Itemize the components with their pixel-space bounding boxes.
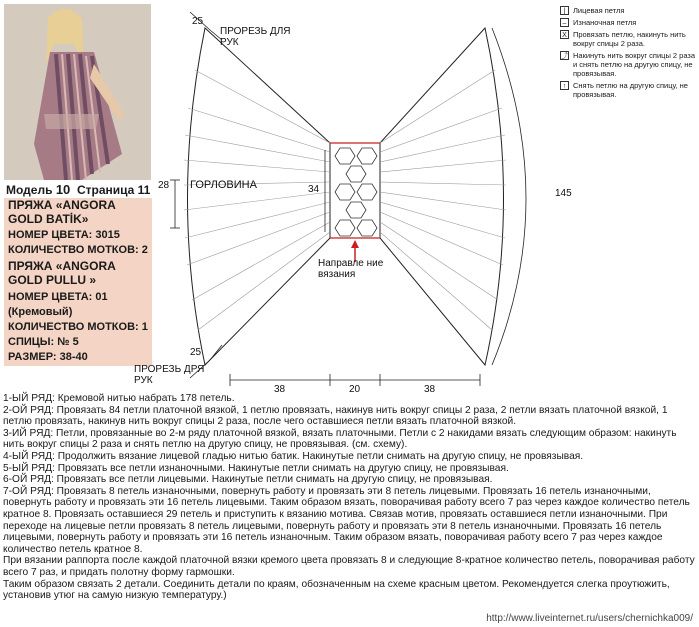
page-number: 11 (137, 183, 151, 197)
schema-left-wing (188, 28, 331, 365)
spec-color2-name: (Кремовый) (8, 306, 73, 318)
spec-color1: НОМЕР ЦВЕТА: 3015 (8, 229, 120, 241)
specs-box (4, 198, 152, 366)
spec-skeins2: КОЛИЧЕСТВО МОТКОВ: 1 (8, 321, 148, 333)
legend-knit: | Лицевая петля (560, 6, 696, 15)
model-photo (4, 4, 151, 180)
spec-yarn2-b: GOLD PULLU » (8, 273, 97, 287)
dim-bottom-2: 20 (349, 384, 361, 395)
neck-label: ГОРЛОВИНА (190, 179, 257, 191)
spec-yarn1-b: GOLD BATİK» (8, 212, 89, 226)
armhole-bottom-label-2: РУК (134, 375, 153, 386)
instruction-row-3: 3-ИЙ РЯД: Петли, провязанные во 2-м ряду платочной вязкой, вязать платочными. Петли с 2 накидами вязать следующим образом: накинуть нить вокруг спицы 2 раза и снять петлю на другую спицу, не провязывая. (см. схему). (3, 427, 677, 451)
legend-yo: X Провязать петлю, накинуть нить вокруг спицы 2 раза. (560, 30, 696, 48)
dim-bottom-left: 25 (190, 347, 202, 358)
double-wrap-symbol-icon: X (560, 30, 569, 39)
spec-yarn1-a: ПРЯЖА «ANGORA (8, 198, 116, 212)
wrap-slip-symbol-icon: ⤴ (561, 53, 568, 60)
armhole-top-label: ПРОРЕЗЬ ДЛЯ (220, 26, 291, 37)
instruction-row-2: 2-ОЙ РЯД: Провязать 84 петли платочной вязкой, 1 петлю провязать, накинув нить вокруг спицы 2 раза, 2 петли вязать платочной вязкой, 1 петлю провязать, накинув нить вокруг спицы 2 раза, после чего оставшиеся петли вязать платочной вязкой. (3, 404, 668, 428)
model-label: Модель (6, 183, 53, 197)
purl-symbol-icon: – (560, 18, 569, 27)
armhole-top-label-2: РУК (220, 37, 239, 48)
model-header (6, 182, 150, 197)
instruction-finish: Таким образом связать 2 детали. Соединить детали по краям, обозначенным на схеме красным цветом. Рекомендуется слегка проутюжить, установив утюг на самую низкую температуру.) (3, 578, 670, 602)
instruction-row-4: 4-ЫЙ РЯД: Продолжить вязание лицевой гладью нитью батик. Накинутые петли снимать на другую спицу, не провязывая. (3, 450, 584, 462)
dim-bottom-3: 38 (424, 384, 436, 395)
dim-right-line (492, 28, 526, 365)
schema-left-rays (184, 70, 330, 330)
dim-center: 34 (308, 184, 320, 195)
schema-right-wing (380, 28, 504, 365)
schema-hex-motifs (335, 148, 377, 236)
slip-symbol-icon: ↑ (560, 81, 569, 90)
model-number: 10 (55, 182, 71, 197)
instruction-row-7: 7-ОЙ РЯД: Провязать 8 петель изнаночными, повернуть работу и провязать эти 8 петель лицевыми. Провязать 16 петель изнаночными, повернуть работу и провязать эти 16 петель лицевыми. Таким образом вязать, поворачивая работу всего 7 раз через каждое количество петель кратное 8. Провязать оставшиеся 29 петель и приступить к вязанию мотива. Связав мотив, провязать оставшиеся петли изнаночными. При переходе на лицевые петли провязать 8 петель лицевыми, повернуть работу и провязать эти 8 петель изнаночными. Провязать 16 петель лицевыми, повернуть работу и провязать эти 16 петель изнаночным. Таким образом вязать, поворачивая работу всего 7 раз через каждое количество петель кратное 8. (3, 485, 690, 555)
spec-color2: НОМЕР ЦВЕТА: 01 (8, 291, 108, 303)
spec-yarn2-a: ПРЯЖА «ANGORA (8, 259, 116, 273)
armhole-bottom-label: ПРОРЕЗЬ ДРЯ (134, 364, 205, 375)
spec-size: РАЗМЕР: 38-40 (8, 351, 88, 363)
instruction-row-1: 1-ЫЙ РЯД: Кремовой нитью набрать 178 петель. (3, 393, 235, 404)
stitch-legend (560, 6, 696, 102)
spec-skeins1: КОЛИЧЕСТВО МОТКОВ: 2 (8, 244, 148, 256)
knit-symbol-icon: | (560, 6, 569, 15)
direction-label-1: Направле ние (318, 258, 384, 269)
schema-right-rays (380, 70, 506, 330)
legend-drop: ⤴ Накинуть нить вокруг спицы 2 раза и снять петлю на другую спицу, не провязывая. (561, 51, 696, 78)
instruction-row-6: 6-ОЙ РЯД: Провязать все петли лицевыми. Накинутые петли снимать на другую спицу, не провязывая. (3, 474, 493, 486)
direction-label-2: вязания (318, 269, 356, 280)
instruction-rapport: При вязании раппорта после каждой платочной вязки кремого цвета провязать 8 и следующие 8-кратное количество петель, поворачивая работу всего 7 раз, и придать полотну форму гармошки. (3, 555, 695, 578)
model-photo-illustration (4, 4, 151, 180)
dim-bottom-1: 38 (274, 384, 286, 395)
page-label: Страница (76, 183, 135, 197)
spec-needles: СПИЦЫ: № 5 (8, 336, 79, 348)
dim-right: 145 (555, 188, 572, 199)
legend-purl: – Изнаночная петля (560, 18, 696, 27)
instruction-row-5: 5-ЫЙ РЯД: Провязать все петли изнаночными. Накинутые петли снимать на другую спицу, не провязывая. (3, 462, 509, 474)
dim-top-left: 25 (192, 16, 204, 27)
legend-slip: ↑ Снять петлю на другую спицу, не провязывая. (560, 81, 696, 99)
dim-height: 28 (158, 180, 170, 191)
watermark: http://www.liveinternet.ru/users/chernichka009/ (486, 613, 693, 624)
instructions-text (3, 393, 697, 602)
